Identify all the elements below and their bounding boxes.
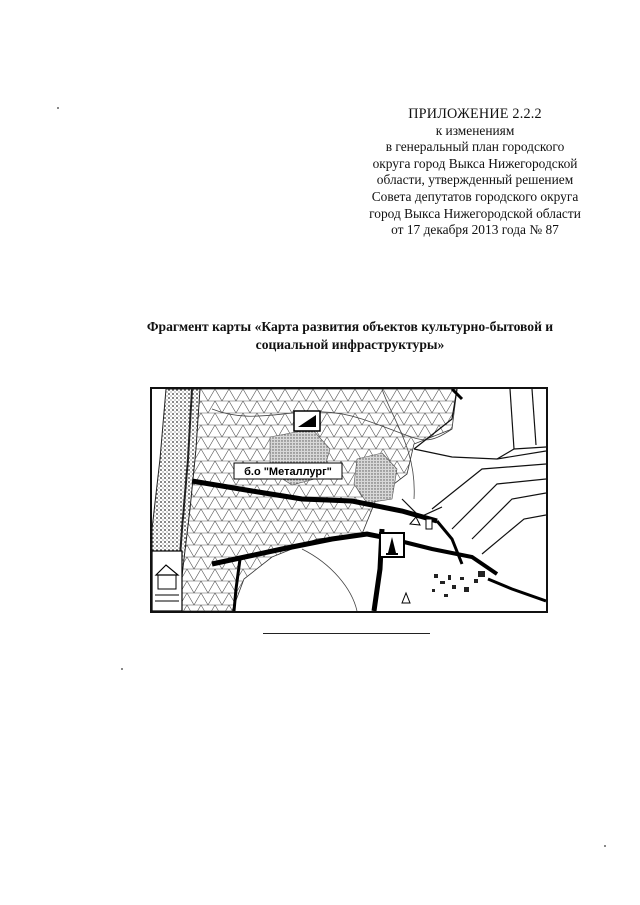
north-marker	[402, 593, 410, 603]
appendix-line: город Выкса Нижегородской области	[369, 205, 581, 221]
appendix-line: к изменениям	[435, 122, 515, 138]
appendix-block	[340, 106, 610, 239]
closing-rule	[263, 633, 430, 634]
appendix-line: в генеральный план городского	[385, 139, 565, 155]
appendix-line: округа город Выкса Нижегородской	[372, 155, 578, 171]
urban-block	[432, 571, 485, 597]
map-heading-line: Фрагмент карты «Карта развития объектов культурно-бытовой и	[146, 319, 554, 334]
stream-line	[302, 549, 357, 611]
appendix-line: Совета депутатов городского округа	[371, 188, 579, 204]
sport-facility-icon	[294, 411, 320, 431]
scan-speck	[604, 845, 606, 847]
monument-icon	[380, 533, 404, 557]
small-building	[426, 519, 432, 529]
appendix-line: от 17 декабря 2013 года № 87	[391, 222, 559, 238]
building-icon	[152, 551, 182, 611]
map-heading	[110, 318, 590, 354]
appendix-line: области, утвержденный решением	[376, 172, 574, 188]
map-label-text: б.о "Металлург"	[244, 466, 332, 478]
map-fragment	[150, 387, 548, 613]
scan-speck	[57, 107, 59, 109]
scan-speck	[121, 668, 123, 670]
recreation-base-label	[234, 463, 342, 479]
appendix-title: ПРИЛОЖЕНИЕ 2.2.2	[408, 106, 542, 122]
map-drawing	[152, 389, 546, 611]
map-heading-line: социальной инфраструктуры»	[255, 337, 445, 352]
